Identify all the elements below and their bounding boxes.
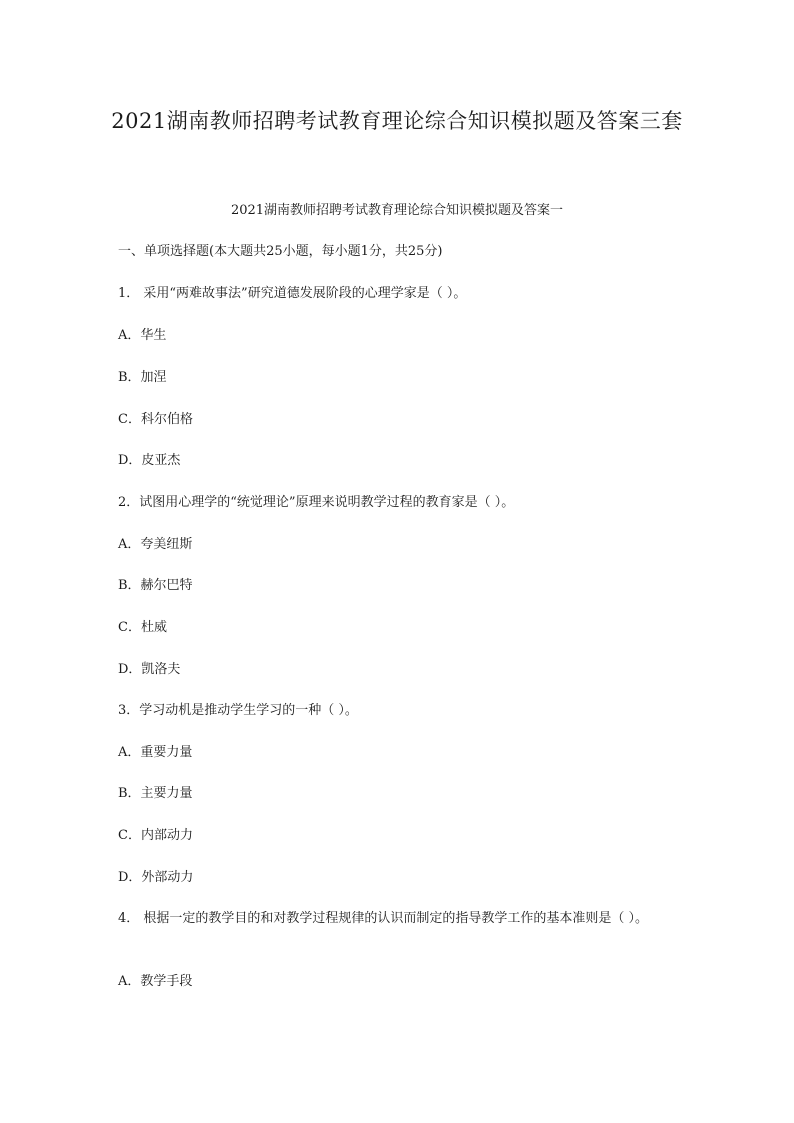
question-2-option-a: A．夸美纽斯 <box>118 537 193 552</box>
question-1-option-d: D．皮亚杰 <box>118 453 181 468</box>
question-4-option-a: A．教学手段 <box>118 974 193 989</box>
question-2-option-b: B．赫尔巴特 <box>118 578 193 593</box>
question-2-option-d: D．凯洛夫 <box>118 662 181 677</box>
document-title: 2021湖南教师招聘考试教育理论综合知识模拟题及答案三套 <box>111 109 683 133</box>
question-1-option-b: B．加涅 <box>118 370 167 385</box>
document-subtitle: 2021湖南教师招聘考试教育理论综合知识模拟题及答案一 <box>230 203 564 218</box>
question-4-stem: 4． 根据一定的教学目的和对教学过程规律的认识而制定的指导教学工作的基本准则是（ ）。 <box>118 911 649 926</box>
question-3-option-b: B．主要力量 <box>118 786 193 801</box>
question-3-option-c: C．内部动力 <box>118 828 193 843</box>
question-2-stem: 2．试图用心理学的“统觉理论”原理来说明教学过程的教育家是（ ）。 <box>118 495 515 510</box>
question-2-option-c: C．杜威 <box>118 620 167 635</box>
question-1-stem: 1． 采用“两难故事法”研究道德发展阶段的心理学家是（ ）。 <box>118 286 467 301</box>
question-3-stem: 3．学习动机是推动学生学习的一种（ ）。 <box>118 703 358 718</box>
question-3-option-d: D．外部动力 <box>118 870 194 885</box>
question-3-option-a: A．重要力量 <box>118 745 193 760</box>
question-1-option-c: C．科尔伯格 <box>118 412 193 427</box>
section-heading: 一、单项选择题(本大题共25小题，每小题1分，共25分) <box>118 244 443 259</box>
question-1-option-a: A．华生 <box>118 328 167 343</box>
